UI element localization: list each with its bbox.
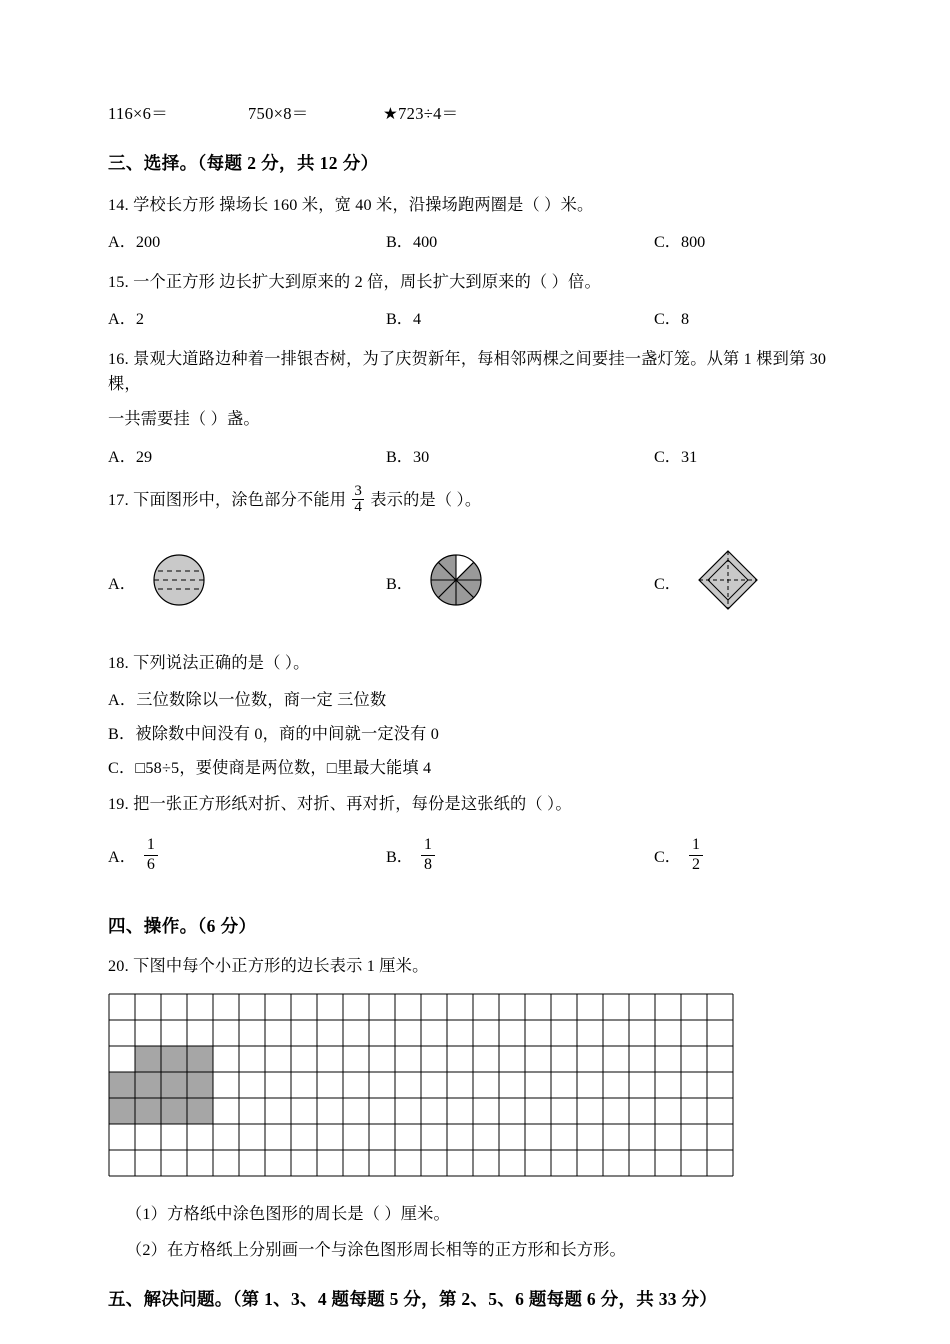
- grid-cell-shaded: [161, 1098, 187, 1124]
- fraction-numerator: 1: [423, 836, 432, 854]
- option-b-label: B．: [386, 848, 413, 867]
- option-c[interactable]: C．31: [654, 447, 698, 466]
- square-diamond-quarters-icon: [693, 545, 763, 620]
- question-16-text-line1: 景观大道路边种着一排银杏树，为了庆贺新年，每相邻两棵之间要挂一盏灯笼。从第 1 棵到第 30 棵，: [108, 350, 827, 394]
- option-a-label: A．: [108, 848, 136, 867]
- option-b[interactable]: B．400: [386, 233, 438, 252]
- option-c-shape[interactable]: [654, 545, 834, 620]
- question-14-number: 14.: [108, 196, 129, 214]
- section-3-heading: 三、选择。（每题 2 分，共 12 分）: [108, 153, 379, 173]
- section-5-heading: 五、解决问题。（第 1、3、4 题每题 5 分，第 2、5、6 题每题 6 分，共 33 分）: [108, 1289, 718, 1310]
- option-a[interactable]: A．29: [108, 447, 153, 466]
- option-c-fraction[interactable]: [654, 836, 834, 874]
- page-content: [108, 100, 850, 1311]
- question-15-text: 一个正方形 边长扩大到原来的 2 倍，周长扩大到原来的（ ）倍。: [133, 273, 601, 292]
- grid-paper-svg: [108, 993, 734, 1177]
- option-a-label: A．: [108, 575, 136, 594]
- circle-eighths-icon: [425, 549, 487, 616]
- question-15: [108, 270, 850, 295]
- grid-cell-shaded: [109, 1072, 135, 1098]
- circle-dashed-halves-icon: [148, 549, 210, 616]
- option-c[interactable]: C．800: [654, 233, 706, 252]
- question-19-text: 把一张正方形纸对折、对折、再对折，每份是这张纸的（ ）。: [133, 795, 572, 814]
- question-18-text: 下列说法正确的是（ ）。: [133, 654, 310, 673]
- question-15-number: 15.: [108, 273, 129, 292]
- question-17: [108, 482, 850, 518]
- question-16: [108, 347, 850, 397]
- question-20-sub-1: （1）方格纸中涂色图形的周长是（ ）厘米。: [126, 1205, 450, 1224]
- section-4-heading: 四、操作。（6 分）: [108, 916, 257, 937]
- question-16-number: 16.: [108, 350, 129, 369]
- question-17-shape-options: [108, 537, 850, 627]
- question-18-option-c[interactable]: C．□58÷5，要使商是两位数，□里最大能填 4: [108, 759, 432, 778]
- fraction-denominator: 6: [144, 855, 158, 874]
- question-18-number: 18.: [108, 654, 129, 673]
- calc-item-1: 116×6＝: [108, 104, 168, 123]
- question-19-options: [108, 827, 850, 883]
- grid-cell-shaded: [187, 1098, 213, 1124]
- option-a-shape[interactable]: [108, 549, 386, 616]
- question-18-option-a[interactable]: A．三位数除以一位数，商一定 三位数: [108, 691, 387, 710]
- grid-cell-shaded: [135, 1072, 161, 1098]
- question-16-line2: [108, 407, 850, 432]
- grid-cell-shaded: [135, 1046, 161, 1072]
- question-17-text-before: 下面图形中，涂色部分不能用: [133, 490, 347, 509]
- question-14-options: [108, 228, 850, 252]
- grid-cell-shaded: [135, 1098, 161, 1124]
- fraction-denominator: 2: [689, 855, 703, 874]
- option-b-label: B．: [386, 575, 413, 594]
- option-c-label: C．: [654, 575, 681, 594]
- grid-cell-shaded: [109, 1098, 135, 1124]
- question-14: [108, 193, 850, 218]
- question-18: [108, 651, 850, 676]
- grid-cell-shaded: [161, 1072, 187, 1098]
- option-a[interactable]: A．200: [108, 233, 161, 252]
- question-20-sub-2: （2）在方格纸上分别画一个与涂色图形周长相等的正方形和长方形。: [126, 1241, 626, 1260]
- calc-item-3: ★723÷4＝: [383, 104, 459, 123]
- option-c[interactable]: C．8: [654, 310, 690, 329]
- fraction-numerator: 3: [354, 482, 363, 499]
- question-19-number: 19.: [108, 795, 129, 814]
- question-17-text-after: 表示的是（ ）。: [370, 490, 482, 509]
- grid-paper: [108, 993, 850, 1182]
- option-b[interactable]: B．4: [386, 310, 422, 329]
- fraction-one-sixth: [144, 836, 158, 874]
- question-15-options: [108, 305, 850, 329]
- question-16-options: [108, 443, 850, 467]
- question-20: 20. 下图中每个小正方形的边长表示 1 厘米。: [108, 957, 429, 976]
- question-18-option-b[interactable]: B．被除数中间没有 0，商的中间就一定没有 0: [108, 725, 440, 744]
- option-b[interactable]: B．30: [386, 447, 430, 466]
- option-a-fraction[interactable]: [108, 836, 386, 874]
- grid-cell-shaded: [161, 1046, 187, 1072]
- question-16-text-line2: 一共需要挂（ ）盏。: [108, 410, 260, 429]
- fraction-numerator: 1: [691, 836, 700, 854]
- question-17-number: 17.: [108, 490, 129, 509]
- option-c-label: C．: [654, 848, 681, 867]
- fraction-denominator: 4: [354, 499, 363, 516]
- calc-item-2: 750×8＝: [248, 104, 309, 123]
- grid-cell-shaded: [187, 1046, 213, 1072]
- fraction-denominator: 8: [421, 855, 435, 874]
- question-19: [108, 792, 850, 817]
- grid-cell-shaded: [187, 1072, 213, 1098]
- fraction-one-half: [689, 836, 703, 874]
- fraction-three-fourths: [352, 484, 364, 517]
- fraction-numerator: 1: [146, 836, 155, 854]
- fraction-one-eighth: [421, 836, 435, 874]
- option-b-fraction[interactable]: [386, 836, 654, 874]
- question-14-text: 学校长方形 操场长 160 米，宽 40 米，沿操场跑两圈是（ ）米。: [133, 196, 594, 214]
- option-b-shape[interactable]: [386, 549, 654, 616]
- option-a[interactable]: A．2: [108, 310, 144, 329]
- calc-row: [108, 100, 850, 124]
